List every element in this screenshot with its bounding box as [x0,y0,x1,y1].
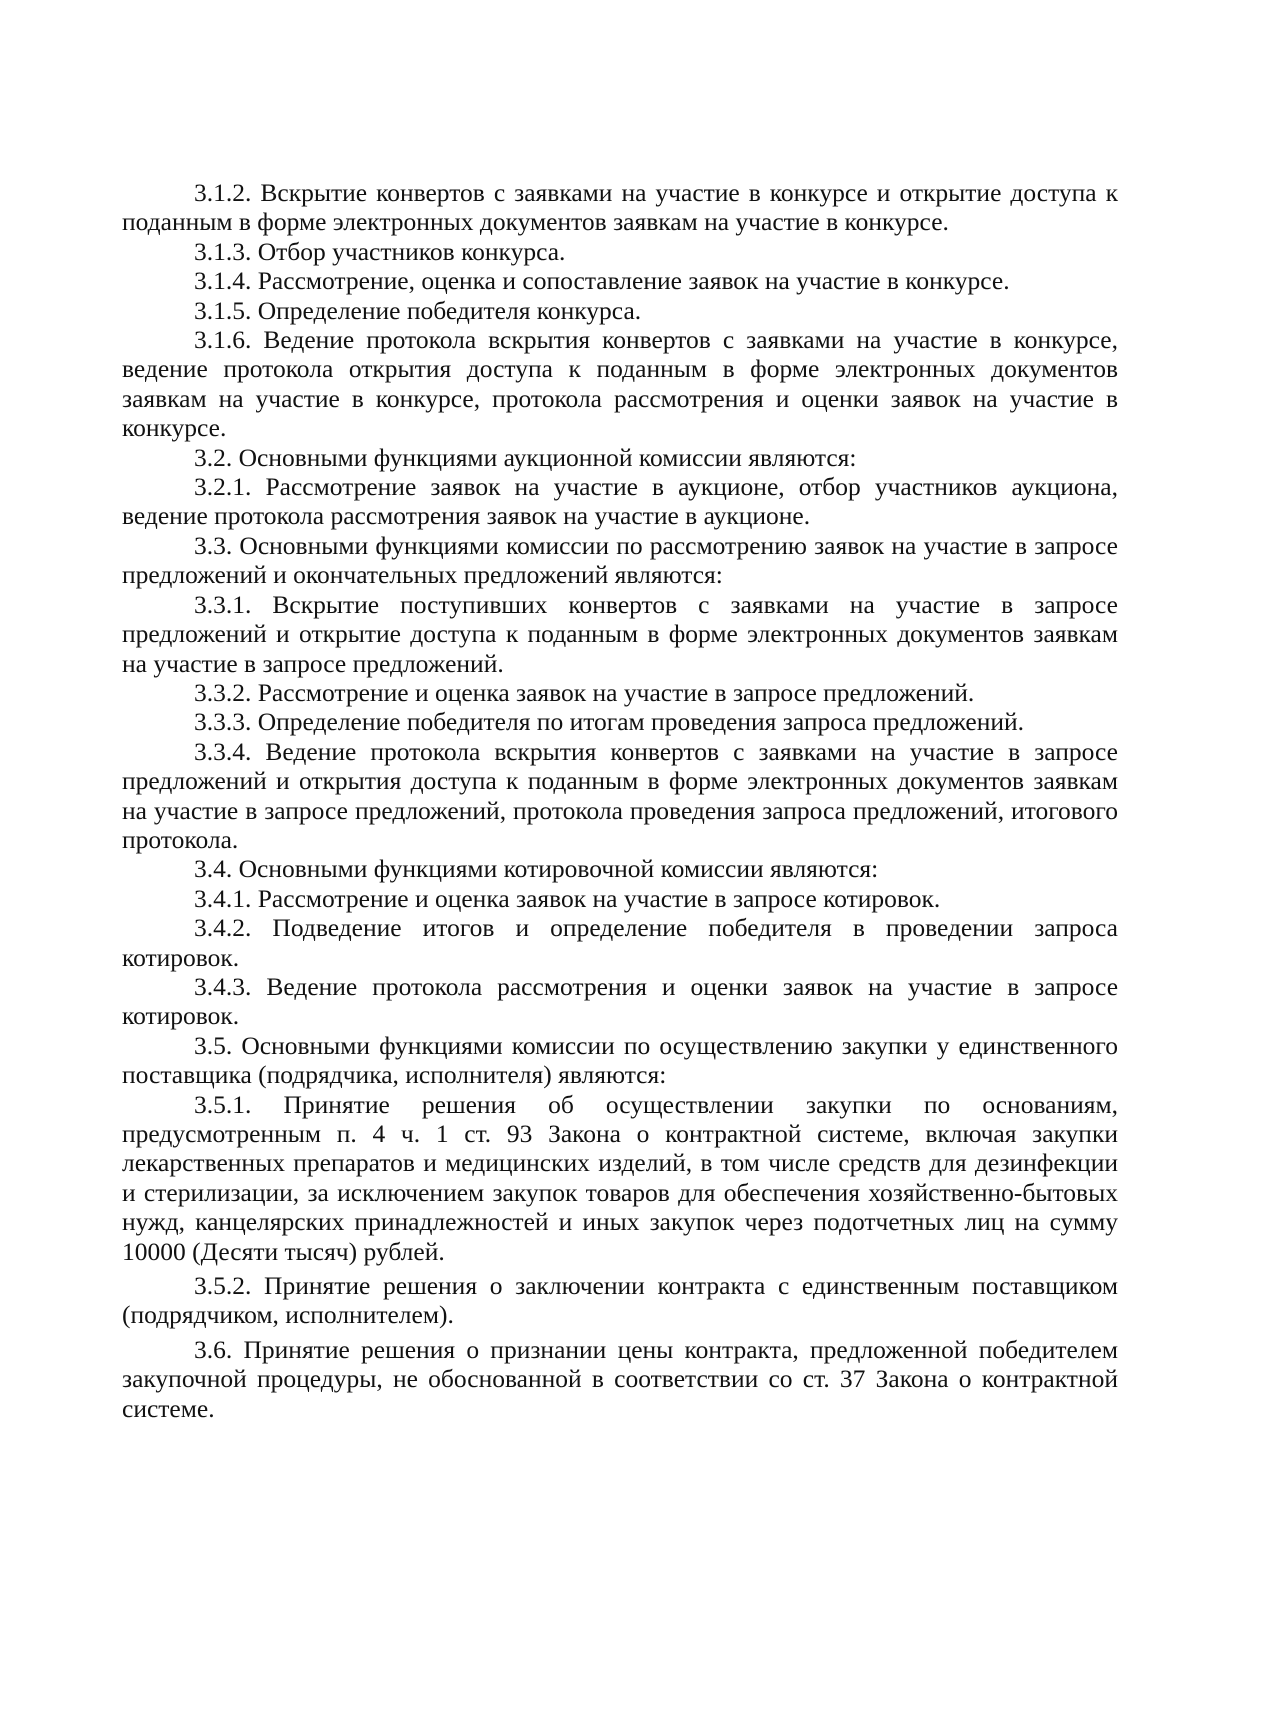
paragraph-text: Определение победителя по итогам проведения запроса предложений. [257,707,1025,737]
paragraph-text: Вскрытие поступивших конвертов с заявками на участие в запросе предложений и открытие доступа к поданным в форме электронных документов заявкам на участие в запросе предложений. [122,589,1118,678]
paragraph-text: Рассмотрение и оценка заявок на участие в запросе котировок. [257,883,941,913]
paragraph-3-5 [122,1031,1118,1090]
paragraph-number: 3.3.2. [194,677,252,707]
paragraph-number: 3.3.3. [194,707,252,737]
paragraph-text: Рассмотрение и оценка заявок на участие в запросе предложений. [257,677,975,707]
paragraph-text: Основными функциями котировочной комиссии являются: [238,854,879,884]
paragraph-number: 3.2. [194,442,233,472]
paragraph-text: Принятие решения о признании цены контракта, предложенной победителем закупочной процедуры, не обоснованной в соответствии со ст. 37 Закона о контрактной системе. [122,1334,1118,1423]
paragraph-3-6 [122,1335,1118,1423]
paragraph-3-3 [122,531,1118,590]
paragraph-number: 3.5.1. [194,1089,252,1119]
paragraph-3-3-2 [122,678,1118,707]
paragraph-text: Принятие решения об осуществлении закупки по основаниям, предусмотренным п. 4 ч. 1 ст. 93 Закона о контрактной системе, включая закупки лекарственных препаратов и медицинских изделий, в том числе средств для дезинфекции и стерилизации, за исключением закупок товаров для обеспечения хозяйственно-бытовых нужд, канцелярских принадлежностей и иных закупок через подотчетных лиц на сумму 10000 (Десяти тысяч) рублей. [122,1089,1119,1266]
paragraph-3-1-6 [122,325,1118,443]
paragraph-3-5-2 [122,1271,1118,1330]
paragraph-text: Ведение протокола рассмотрения и оценки заявок на участие в запросе котировок. [122,971,1119,1031]
paragraph-3-2-1 [122,472,1118,531]
paragraph-text: Определение победителя конкурса. [257,295,642,325]
paragraph-number: 3.4.3. [194,971,252,1001]
paragraph-3-4 [122,854,1118,883]
paragraph-number: 3.2.1. [194,472,252,502]
paragraph-number: 3.4.2. [194,913,252,943]
paragraph-number: 3.1.4. [194,266,252,296]
paragraph-3-1-4 [122,266,1118,295]
paragraph-number: 3.1.5. [194,295,252,325]
paragraph-3-1-3 [122,237,1118,266]
paragraph-3-2 [122,443,1118,472]
paragraph-3-1-5 [122,296,1118,325]
paragraph-number: 3.5.2. [194,1271,252,1301]
paragraph-text: Основными функциями комиссии по осуществлению закупки у единственного поставщика (подрядчика, исполнителя) являются: [122,1030,1119,1090]
paragraph-text: Отбор участников конкурса. [257,236,566,266]
paragraph-number: 3.3. [194,530,233,560]
paragraph-number: 3.1.6. [194,325,252,355]
paragraph-3-5-1 [122,1090,1118,1266]
paragraph-text: Основными функциями аукционной комиссии являются: [238,442,857,472]
paragraph-number: 3.4.1. [194,883,252,913]
paragraph-text: Рассмотрение заявок на участие в аукционе, отбор участников аукциона, ведение протокола рассмотрения заявок на участие в аукционе. [122,472,1118,531]
paragraph-number: 3.3.1. [194,589,252,619]
paragraph-number: 3.4. [194,854,233,884]
paragraph-text: Принятие решения о заключении контракта с единственным поставщиком (подрядчиком, исполнителем). [122,1271,1119,1330]
paragraph-text: Ведение протокола вскрытия конвертов с заявками на участие в запросе предложений и открытия доступа к поданным в форме электронных документов заявкам на участие в запросе предложений, протокола проведения запроса предложений, итогового протокола. [122,736,1119,854]
paragraph-3-4-2 [122,913,1118,972]
paragraph-3-4-1 [122,884,1118,913]
paragraph-3-3-4 [122,737,1118,855]
paragraph-3-3-1 [122,590,1118,678]
paragraph-3-1-2 [122,178,1118,237]
paragraph-number: 3.1.3. [194,236,252,266]
document-page [122,178,1118,1423]
paragraph-text: Подведение итогов и определение победителя в проведении запроса котировок. [122,913,1119,972]
paragraph-number: 3.3.4. [194,736,252,766]
paragraph-text: Основными функциями комиссии по рассмотрению заявок на участие в запросе предложений и окончательных предложений являются: [122,530,1118,590]
paragraph-number: 3.5. [194,1030,233,1060]
paragraph-3-4-3 [122,972,1118,1031]
paragraph-text: Вскрытие конвертов с заявками на участие в конкурсе и открытие доступа к поданным в форме электронных документов заявкам на участие в конкурсе. [122,178,1118,237]
paragraph-text: Ведение протокола вскрытия конвертов с заявками на участие в конкурсе, ведение протокола открытия доступа к поданным в форме электронных документов заявкам на участие в конкурсе, протокола рассмотрения и оценки заявок на участие в конкурсе. [122,325,1118,443]
paragraph-number: 3.1.2. [194,178,252,207]
paragraph-number: 3.6. [194,1334,233,1364]
paragraph-3-3-3 [122,707,1118,736]
paragraph-text: Рассмотрение, оценка и сопоставление заявок на участие в конкурсе. [257,266,1010,296]
